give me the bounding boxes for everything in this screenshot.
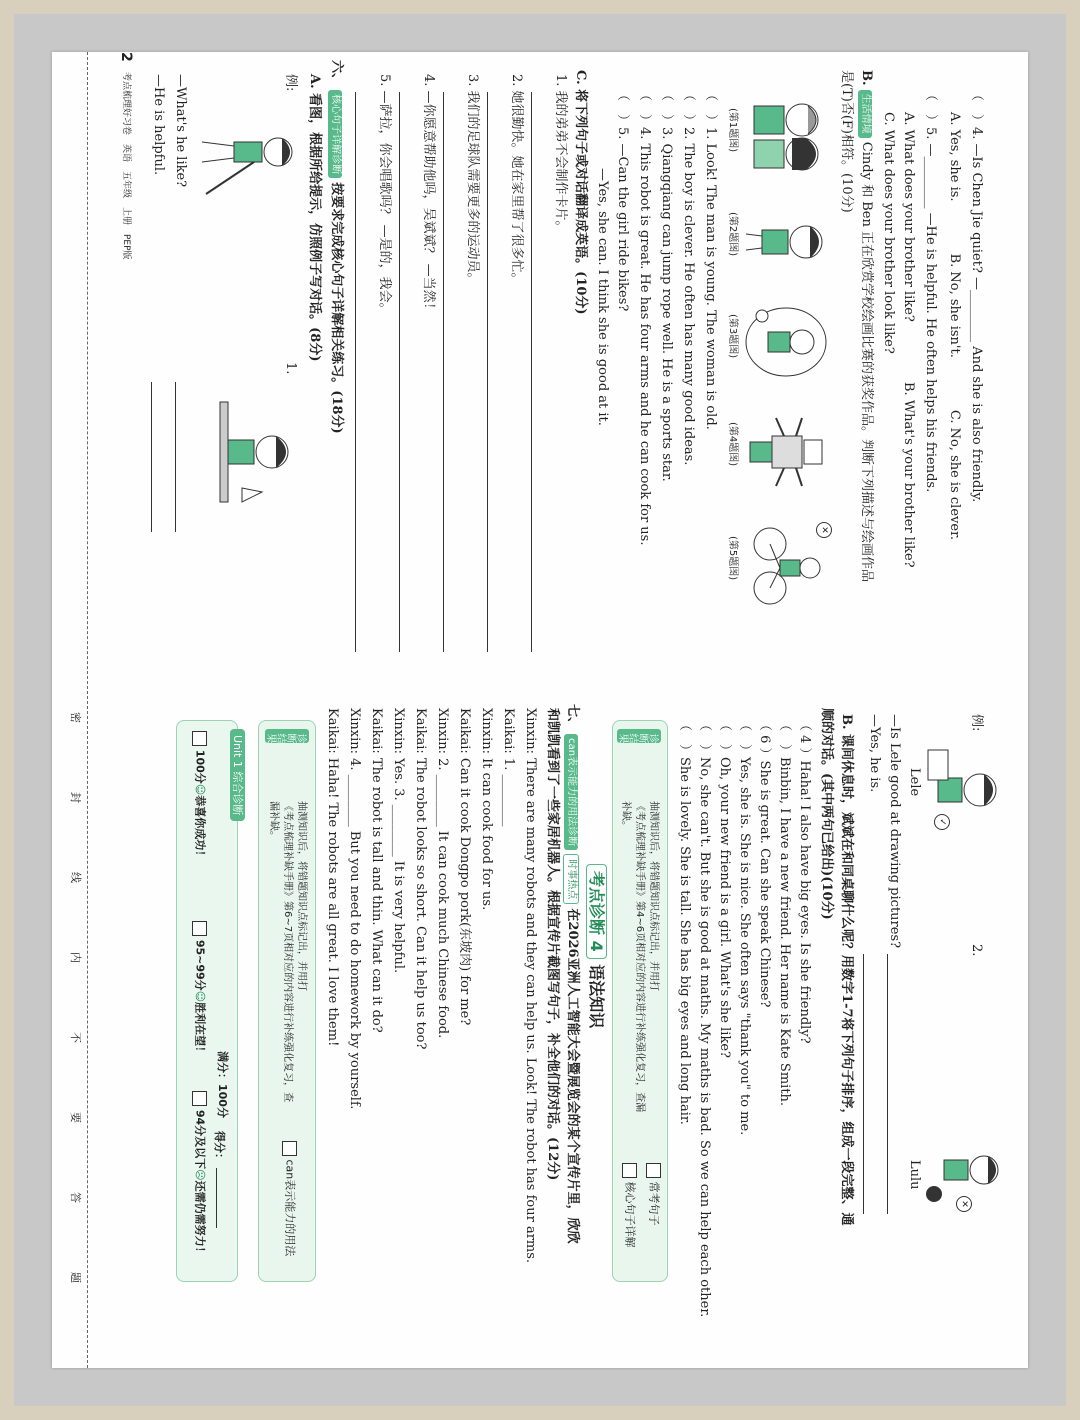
section-seven-text-2: 和凯凯看到了一些家居机器人。根据宣传片截图写句子，补全他们的对话。(12分) [545,708,560,1181]
c-item-3: 3. 我们的足球队需要更多的运动员。 [465,74,480,286]
unit-label: Unit 1 综合诊断 [230,729,245,821]
checkbox-label: 常考句子 [647,1181,661,1226]
score-blank[interactable] [216,1168,229,1228]
dialogue-line-1: Xinxin: There are many robots and they can help us. Look! The robot has four arms. [523,708,538,1264]
section-six-heading [328,60,344,434]
part-b-tag: 生活情境 [858,90,872,138]
b-item-5: （ ）5. —Can the girl ride bikes? [615,88,630,312]
right-column [52,704,1028,1318]
dialogue-line-10: Kaikai: Haha! The robots are all great. I love them! [325,708,340,1047]
section-seven-text: 在2026亚洲人工智能大会暨展览会的某个宣传片里，欣欣 [565,908,580,1244]
diagnosis-box-title: 诊断结果 [619,731,659,742]
order-item-6: （ ）No, she can't. But she is good at maths. My maths is bad. So we can help each other. [697,718,712,1318]
binding-char: 题 [69,1272,82,1283]
example-question: —What's he like? [173,74,188,188]
answer-line [531,92,532,652]
right-part-b-heading: B. 课间休息时，斌斌在和同桌聊什么呢？用数字1-7将下列句子排序，组成一段完整、通 [839,714,854,1226]
checkbox-icon[interactable] [646,1163,661,1178]
dialogue-line-6: Kaikai: The robot looks so short. Can it help us too? [413,708,428,1050]
score-band-3 [192,1091,207,1258]
section-seven-label: 七、 [565,704,580,731]
dialogue-line-5: Xinxin: 2. ________ It can cook much Chinese food. [435,708,450,1039]
question-4: （ ）4. —Is Chen Jie quiet? —________ And she is also friendly. [969,88,984,503]
example-answer: —He is helpful. [151,74,166,176]
score-label [213,1131,229,1228]
checkbox-can-usage[interactable] [282,1141,297,1256]
score-text: 得分： [213,1131,226,1164]
picture-5-girl-bike [742,522,832,612]
dialogue-line-2: Kaikai: 1. ________ [501,708,516,827]
binding-char: 不 [69,1032,82,1043]
score-band-range: 100分 [193,749,207,784]
cross-mark-icon: ✕ [956,1196,972,1212]
binding-char: 密 [69,712,82,723]
dialogue-line-8: Kaikai: The robot is tall and thin. What can it do? [369,708,384,1033]
right-part-b-heading-2: 顺的对话。(其中两句已给出)(10分) [819,708,834,920]
binding-char: 封 [69,792,82,803]
sad-face-icon: ☹ [193,1169,207,1181]
score-band-range: 94分及以下 [193,1109,207,1170]
cross-mark-icon: ✕ [816,522,832,538]
checkbox-core-sentences[interactable] [622,1163,637,1248]
rotated-page [52,52,1028,1368]
picture-3-jump-rope [742,302,832,382]
part-b-text-2: 是(T)否(F)相符。(10分) [839,70,854,213]
score-band-text: 恭喜你成功！ [193,795,207,862]
checkbox-icon[interactable] [192,1091,207,1106]
section-six-title: 按要求完成核心句子详解相关练习。(18分) [329,182,344,434]
picture-caption-1: (第1题图) [727,108,738,153]
section-six-tag: 核心句子详解诊断 [328,90,342,178]
binding-char: 内 [69,952,82,963]
checkbox-icon[interactable] [192,731,207,746]
diagnosis-box-2 [258,720,316,1282]
diagnosis-box-1 [612,720,668,1282]
order-item-4: （ ）Yes, she is. She is nice. She often says "thank you" to me. [737,718,752,1136]
answer-line [887,954,888,1214]
part-b-label: B. [859,70,874,86]
answer-line [355,92,356,652]
right-example-label: 例: [969,714,984,732]
check-mark-icon: ✓ [934,814,950,830]
checkbox-icon[interactable] [622,1163,637,1178]
diagnosis-box-title: 诊断结果 [267,731,307,742]
score-band-text: 还需仍需努力！ [193,1180,207,1258]
c-item-2: 2. 她很勤快。她在家里帮了很多忙。 [509,74,524,286]
question-5-option-a: A. What does your brother like? [901,112,916,322]
section-seven-heading [563,704,580,1244]
picture-2-boy [742,202,832,282]
picture-caption-5: (第5题图) [727,536,738,581]
item-1-label: 1. [283,362,298,375]
dialogue-line-3: Xinxin: It can cook food for us. [479,708,494,911]
diagnosis-text: 《考点梳理补缺手册》第6~7页相对应的内容进行补练强化复习，查 [282,801,293,1103]
diagnosis-text: 《考点梳理补缺手册》第4~6页相对应的内容进行补练强化复习，查漏 [634,801,645,1113]
example-picture-helpful-boy [192,112,302,202]
section-subtitle: 语法知识 [587,964,606,1029]
order-item-2: （ ）Binbin, I have a new friend. Her name is Kate Smith. [777,718,792,1107]
binding-char: 答 [69,1192,82,1203]
worksheet-paper [52,52,1028,1368]
part-b-text: Cindy 和 Ben 正在欣赏学校绘画比赛的获奖作品。判断下列描述与绘画作品 [859,141,874,582]
order-item-7: （ ）She is lovely. She is tall. She has big eyes and long hair. [677,718,692,1125]
section-title [587,864,606,1028]
picture-4-robot [742,412,832,492]
right-example-answer: —Yes, he is. [867,714,882,793]
picture-lele-drawing [918,744,1008,834]
answer-line [443,92,444,652]
answer-line [175,382,176,532]
diagnosis-text: 抽测知识后，将错题知识点标记出，并用打 [648,801,659,991]
diagnosis-text: 抽测知识后，将错题知识点标记出，并用打 [296,801,307,991]
checkbox-icon[interactable] [192,921,207,936]
right-example-question: —Is Lele good at drawing pictures? [887,714,902,949]
right-item-2-label: 2. [969,944,984,957]
section-six-label: 六、 [329,60,344,87]
current-events-tag: 时事热点 [563,854,579,904]
unit-score-box [176,720,244,1282]
picture-girl-at-desk [192,392,302,512]
c-item-4: 4. —你愿意帮助他吗，吴斌斌？ —当然！ [421,74,436,316]
full-score: 满分：100分 [216,1051,229,1118]
checkbox-label: can表示能力的用法 [283,1159,297,1257]
answer-line [151,382,152,532]
b-item-2: （ ）2. The boy is clever. He often has many good ideas. [681,88,696,466]
c-item-5: 5. —萨拉，你会唱歌吗？ —是的，我会。 [377,74,392,316]
score-band-range: 95~99分 [193,939,207,991]
page-number: 2 [118,52,134,62]
face-icon: ☺ [193,990,207,1003]
score-band-2 [192,921,207,1057]
order-item-5: （ ）Oh, your new friend is a girl. What's she like? [717,718,732,1058]
dialogue-line-4: Kaikai: Can it cook Dongpo pork(东坡肉) for me? [457,708,472,1026]
b-item-1: （ ）1. Look! The man is young. The woman is old. [703,88,718,430]
question-5-option-c: C. What does your brother look like? [881,112,896,354]
picture-caption-2: (第2题图) [727,212,738,257]
answer-line [399,92,400,652]
question-5-option-b: B. What's your brother like? [901,382,916,568]
footer-text: 考点梳理好习卷 英语 五年级 上册 PEP版 [121,72,131,260]
diagnosis-text: 漏补缺。 [268,801,279,841]
picture-1-man-woman [742,92,832,182]
name-lele: Lele [907,768,922,797]
c-item-1: 1. 我的弟弟不会制作卡片。 [553,74,568,234]
section-seven-tag: can表示能力的用法诊断 [564,734,578,850]
six-a-instruction: A. 看图，根据所给提示，仿照例子写对话。(8分) [307,74,322,362]
picture-caption-4: (第4题图) [727,422,738,467]
checkbox-label: 核心句子详解 [623,1181,637,1248]
left-column [52,52,1028,692]
dialogue-line-7: Xinxin: Yes. 3. ________ It is very helpful. [391,708,406,974]
binding-dashed-line [87,52,88,1368]
diagnosis-text: 补缺。 [620,801,631,831]
part-b-heading [858,70,874,582]
smile-face-icon: ☺ [193,783,207,796]
name-lulu: Lulu [907,1160,922,1190]
b-item-5-answer: —Yes, she can. I think she is good at it. [595,168,610,426]
order-item-1: （ 4 ）Haha! I also have big eyes. Is she friendly? [797,718,812,1044]
dialogue-line-9: Xinxin: 4. ________ But you need to do homework by yourself. [347,708,362,1110]
score-band-1 [192,731,207,861]
answer-line [863,954,864,1214]
question-5: （ ）5. —________ —He is helpful. He often helps his friends. [923,88,938,493]
binding-char: 要 [69,1112,82,1123]
checkbox-icon[interactable] [282,1141,297,1156]
checkbox-common-sentences[interactable] [646,1163,661,1226]
b-item-4: （ ）4. This robot is great. He has four arms and he can cook for us. [637,88,652,546]
question-4-options: A. Yes, she is. B. No, she isn't. C. No, she is clever. [947,112,962,540]
binding-char: 线 [69,872,82,883]
part-c-heading: C. 将下列句子或对话翻译成英语。(10分) [573,70,588,315]
b-item-3: （ ）3. Qiangqiang can jump rope well. He is a sports star. [659,88,674,482]
example-label: 例: [283,74,298,92]
picture-lulu-football [918,1124,1008,1214]
section-title-badge: 考点诊断 4 [586,864,607,959]
picture-caption-3: (第3题图) [727,314,738,359]
score-band-text: 胜利在望！ [193,1002,207,1058]
order-item-3: （ 6 ）She is great. Can she speak Chinese? [757,718,772,1008]
answer-line [487,92,488,652]
